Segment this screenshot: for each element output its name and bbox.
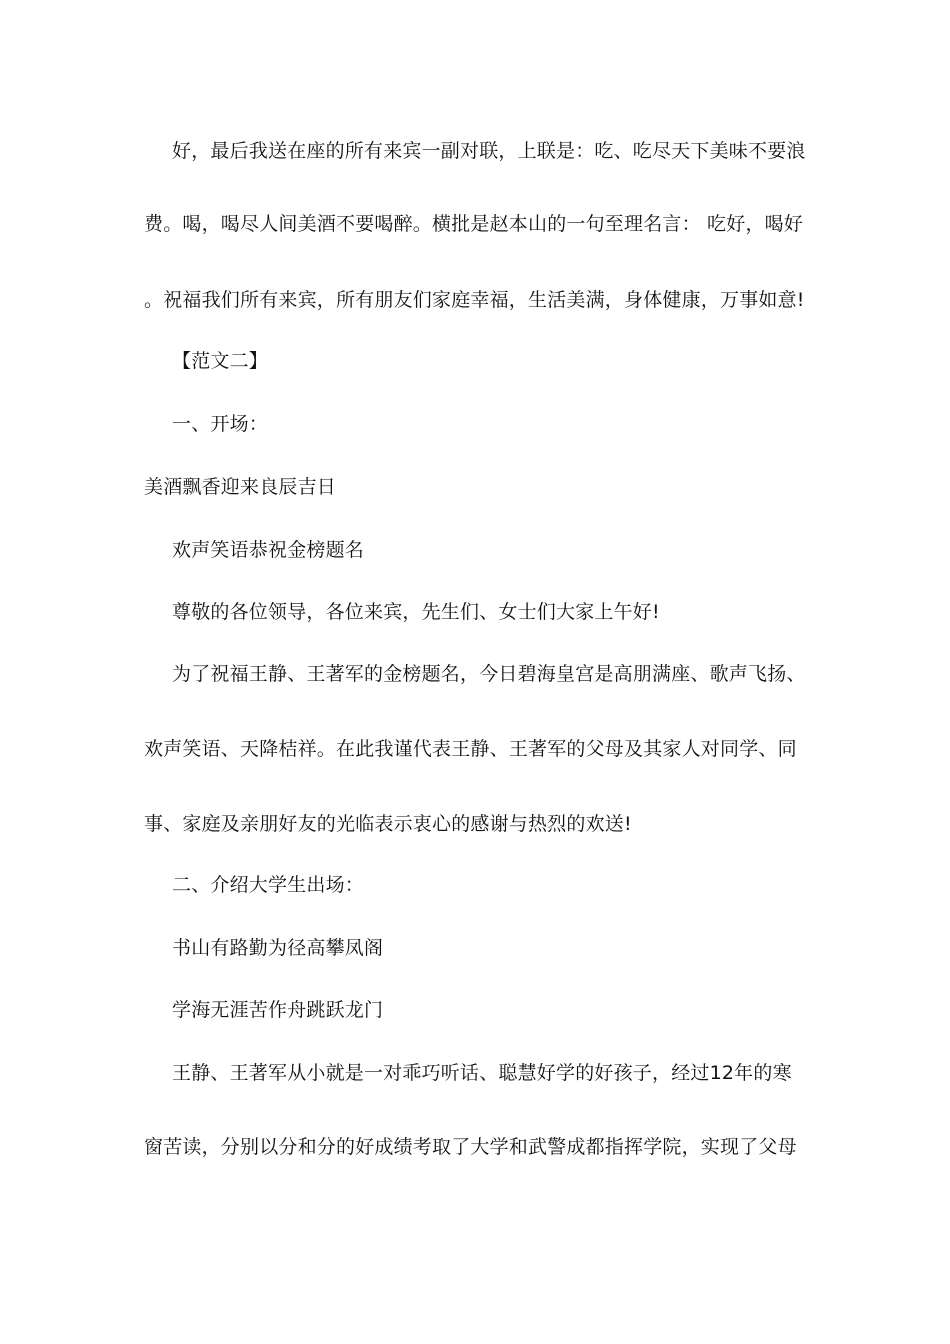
part-1-heading: 一、开场： (172, 413, 269, 435)
couplet-1-line-2: 欢声笑语恭祝金榜题名 (172, 539, 365, 561)
couplet-1-line-1: 美酒飘香迎来良辰吉日 (144, 476, 337, 498)
greeting: 尊敬的各位领导，各位来宾，先生们、女士们大家上午好! (172, 601, 660, 623)
paragraph-1-line-3: 。祝福我们所有来宾，所有朋友们家庭幸福，生活美满，身体健康，万事如意! (144, 289, 805, 311)
paragraph-2-line-1: 为了祝福王静、王著军的金榜题名，今日碧海皇宫是高朋满座、歌声飞扬、 (172, 663, 806, 685)
paragraph-3-line-1: 王静、王著军从小就是一对乖巧听话、聪慧好学的好孩子，经过12年的寒 (172, 1062, 792, 1084)
couplet-2-line-1: 书山有路勤为径高攀凤阁 (172, 937, 384, 959)
part-2-heading: 二、介绍大学生出场： (172, 874, 365, 896)
paragraph-2-line-2: 欢声笑语、天降桔祥。在此我谨代表王静、王著军的父母及其家人对同学、同 (144, 738, 797, 760)
paragraph-1-line-1: 好，最后我送在座的所有来宾一副对联，上联是：吃、吃尽天下美味不要浪 (172, 140, 806, 162)
paragraph-2-line-3: 事、家庭及亲朋好友的光临表示衷心的感谢与热烈的欢送! (144, 813, 632, 835)
paragraph-3-line-2: 窗苦读，分别以分和分的好成绩考取了大学和武警成都指挥学院，实现了父母 (144, 1136, 797, 1158)
section-title: 【范文二】 (172, 350, 269, 372)
couplet-2-line-2: 学海无涯苦作舟跳跃龙门 (172, 999, 384, 1021)
paragraph-1-line-2: 费。喝，喝尽人间美酒不要喝醉。横批是赵本山的一句至理名言： 吃好，喝好 (144, 213, 804, 235)
